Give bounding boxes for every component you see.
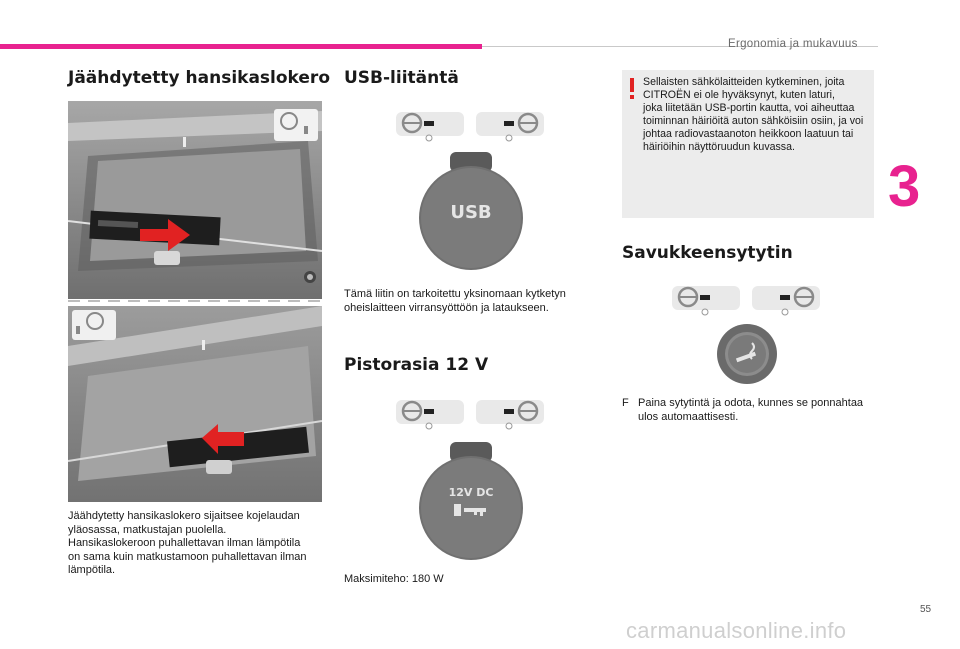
text-line: Hansikaslokeroon puhallettavan ilman lämpötila xyxy=(68,537,301,549)
text-line: häiriöihin näyttöruudun kuvassa. xyxy=(643,141,795,153)
lighter-bullet: F xyxy=(622,397,629,409)
watermark: carmanualsonline.info xyxy=(626,618,847,643)
usb-cap-label: USB xyxy=(450,202,492,223)
text-line: Tämä liitin on tarkoitettu yksinomaan kytketyn xyxy=(344,288,566,300)
page-number: 55 xyxy=(920,604,932,615)
usb-location-diagram xyxy=(396,110,546,146)
text-line: oheislaitteen virransyöttöön ja lataukseen. xyxy=(344,301,549,314)
glovebox-photo-bottom xyxy=(68,306,322,502)
usb-heading: USB-liitäntä xyxy=(344,68,459,88)
warning-text xyxy=(643,76,871,154)
text-line: Sellaisten sähkölaitteiden kytkeminen, joita xyxy=(643,76,845,88)
lighter-icon xyxy=(716,323,778,385)
section-title: Ergonomia ja mukavuus xyxy=(728,38,858,50)
text-line: ulos automaattisesti. xyxy=(638,410,739,423)
socket-location-diagram xyxy=(396,398,546,434)
text-line: Maksimiteho: 180 W xyxy=(344,573,444,585)
lighter-heading: Savukkeensytytin xyxy=(622,243,793,263)
lighter-text xyxy=(638,397,874,424)
text-line: johtaa radiovastaanoton heikkoon laatuun tai xyxy=(643,128,854,140)
text-line: lämpötila. xyxy=(68,564,116,576)
photo-divider xyxy=(68,296,322,306)
text-line: on sama kuin matkustamoon puhallettavan ilman xyxy=(68,550,307,563)
exclamation-icon xyxy=(628,78,636,100)
chapter-number: 3 xyxy=(888,154,921,219)
socket-text xyxy=(344,573,614,587)
text-line: CITROËN ei ole hyväksynyt, kuten laturi, xyxy=(643,89,835,101)
glovebox-heading: Jäähdytetty hansikaslokero xyxy=(68,68,330,88)
text-line: Paina sytytintä ja odota, kunnes se ponnahtaa xyxy=(638,397,864,409)
socket-cap xyxy=(418,440,524,562)
glovebox-text xyxy=(68,510,328,578)
accent-bar xyxy=(0,44,482,49)
glovebox-photo-top xyxy=(68,101,322,299)
usb-cap xyxy=(418,150,524,272)
text-line: joka liitetään USB-portin kautta, voi aiheuttaa xyxy=(643,102,855,114)
socket-cap-label: 12V DC xyxy=(448,486,494,499)
socket-heading: Pistorasia 12 V xyxy=(344,355,489,375)
lighter-location-diagram xyxy=(672,284,822,320)
text-line: Jäähdytetty hansikaslokero sijaitsee kojelaudan xyxy=(68,510,300,522)
text-line: toiminnan häiriöitä auton sähköisiin osiin, ja voi xyxy=(643,115,864,127)
usb-text xyxy=(344,288,614,315)
text-line: yläosassa, matkustajan puolella. xyxy=(68,523,227,536)
